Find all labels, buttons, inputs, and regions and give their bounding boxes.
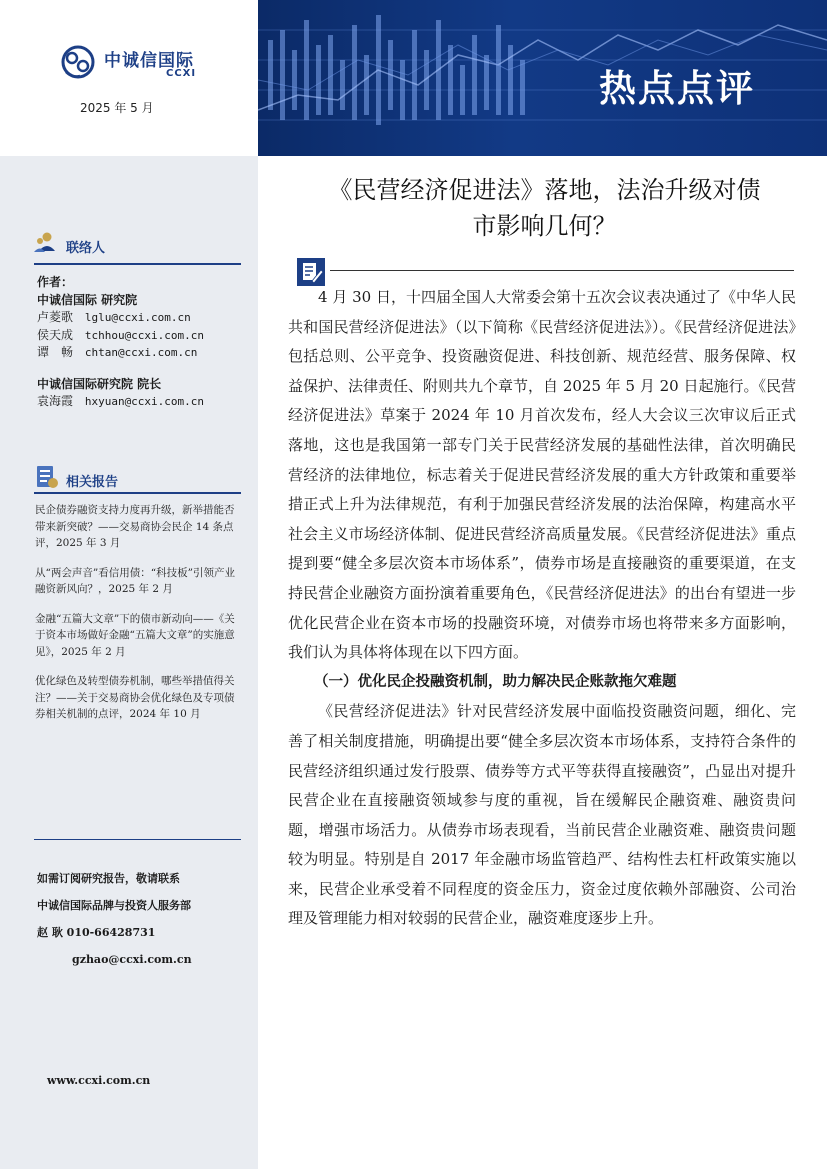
sidebar-divider bbox=[34, 839, 241, 840]
author-email[interactable]: lglu@ccxi.com.cn bbox=[84, 311, 191, 324]
article-body bbox=[288, 283, 796, 934]
author-row bbox=[37, 309, 247, 327]
contacts-header bbox=[34, 230, 241, 262]
dean-label: 中诚信国际研究院 院长 bbox=[37, 376, 162, 391]
author-email[interactable]: chtan@ccxi.com.cn bbox=[84, 346, 198, 359]
contacts-divider bbox=[34, 263, 241, 265]
related-reports-list bbox=[35, 502, 241, 736]
subscription-contact bbox=[37, 865, 242, 973]
title-divider bbox=[330, 270, 794, 271]
report-date: 2025 年 5 月 bbox=[80, 101, 154, 115]
dean-name: 袁海霞 bbox=[37, 394, 74, 408]
report-document-icon bbox=[34, 464, 60, 490]
logo-text: 中诚信国际 bbox=[104, 51, 194, 71]
article-title bbox=[262, 172, 827, 244]
related-report-item[interactable]: 优化绿色及转型债券机制，哪些举措值得关注？——关于交易商协会优化绿色及专项债券相关机制的点评，2024 年 10 月 bbox=[35, 675, 235, 720]
related-reports-title: 相关报告 bbox=[66, 475, 119, 490]
author-row bbox=[37, 344, 247, 362]
dean-email[interactable]: hxyuan@ccxi.com.cn bbox=[84, 395, 205, 408]
author-email[interactable]: tchhou@ccxi.com.cn bbox=[84, 328, 205, 342]
people-icon bbox=[34, 230, 60, 256]
page-header bbox=[0, 0, 827, 156]
report-type-title: 热点点评 bbox=[599, 67, 755, 110]
author-name: 卢菱歌 bbox=[37, 310, 74, 324]
subscribe-email[interactable]: gzhao@ccxi.com.cn bbox=[72, 953, 192, 966]
article-paragraph: 《民营经济促进法》针对民营经济发展中面临投资融资问题，细化、完善了相关制度措施，明确提出要“健全多层次资本市场体系，支持符合条件的民营经济组织通过发行股票、债券等方式平等获得直接融资”，凸显出对提升民营企业在直接融资领域参与度的重视，旨在缓解民企融资难、融资贵问题，增强市场活力。从债券市场表现看，当前民营企业融资难、融资贵问题较为明显。特别是自 2017 年金融市场监管趋严、结构性去杠杆政策实施以来，民营企业承受着不同程度的资金压力，资金过度依赖外部融资、公司治理及管理能力相对较弱的民营企业，融资难度逐步上升。 bbox=[288, 702, 796, 928]
ccxi-logo-icon bbox=[58, 42, 102, 82]
related-report-item[interactable]: 从“两会声音”看信用债：“科技板”引领产业融资新风向？，2025 年 2 月 bbox=[35, 566, 235, 595]
website-link[interactable]: www.ccxi.com.cn bbox=[47, 1074, 151, 1087]
reports-divider bbox=[34, 492, 241, 494]
ccxi-logo bbox=[58, 42, 218, 84]
contacts-title: 联络人 bbox=[66, 241, 106, 256]
logo-subtext: CCXI bbox=[166, 68, 197, 79]
related-report-item[interactable]: 金融“五篇大文章”下的债市新动向——《关于资本市场做好金融“五篇大文章”的实施意见》，2025 年 2 月 bbox=[35, 612, 235, 658]
header-logo-area bbox=[0, 0, 258, 156]
subscribe-line1: 如需订阅研究报告，敬请联系 bbox=[37, 872, 180, 885]
author-row bbox=[37, 327, 247, 345]
subscribe-line2: 中诚信国际品牌与投资人服务部 bbox=[37, 899, 191, 912]
dean-row bbox=[37, 393, 247, 411]
institute-name: 中诚信国际 研究院 bbox=[37, 292, 138, 307]
related-report-item[interactable]: 民企债券融资支持力度再升级，新举措能否带来新突破？——交易商协会民企 14 条点评，2025 年 3 月 bbox=[35, 504, 235, 549]
header-banner bbox=[258, 0, 827, 156]
sidebar bbox=[0, 156, 258, 1169]
contacts-list bbox=[37, 274, 247, 411]
author-name: 侯天成 bbox=[37, 327, 74, 342]
article-title-line2: 市影响几何？ bbox=[472, 212, 617, 240]
article-paragraph: 4 月 30 日，十四届全国人大常委会第十五次会议表决通过了《中华人民共和国民营经济促进法》（以下简称《民营经济促进法》）。《民营经济促进法》包括总则、公平竞争、投资融资促进、科技创新、规范经营、服务保障、权益保护、法律责任、附则共九个章节，自 2025 年 5 月 20 日起施行。《民营经济促进法》草案于 2024 年 10 月首次发布，经人大会议三次审议后正式落地，这也是我国第一部专门关于民营经济发展的基础性法律，首次明确民营经济的法律地位，标志着关于促进民营经济发展的重大方针政策和重要举措正式上升为法律规范，有利于加强民营经济发展的法治保障，构建高水平社会主义市场经济体制、促进民营经济高质量发展。《民营经济促进法》重点提到要“健全多层次资本市场体系”，债券市场是直接融资的重要渠道，在支持民营企业融资方面扮演着重要角色，《民营经济促进法》的出台有望进一步优化民营企业在资本市场的投融资环境，对债券市场也将带来多方面影响，我们认为具体将体现在以下四方面。 bbox=[288, 288, 796, 662]
subscribe-line3: 赵 耿 010-66428731 bbox=[37, 926, 156, 939]
authors-label: 作者： bbox=[37, 275, 74, 289]
author-name: 谭 畅 bbox=[37, 345, 74, 359]
article-title-line1: 《民营经济促进法》落地，法治升级对债 bbox=[328, 176, 761, 204]
section-heading: （一）优化民企投融资机制，助力解决民企账款拖欠难题 bbox=[314, 673, 677, 690]
